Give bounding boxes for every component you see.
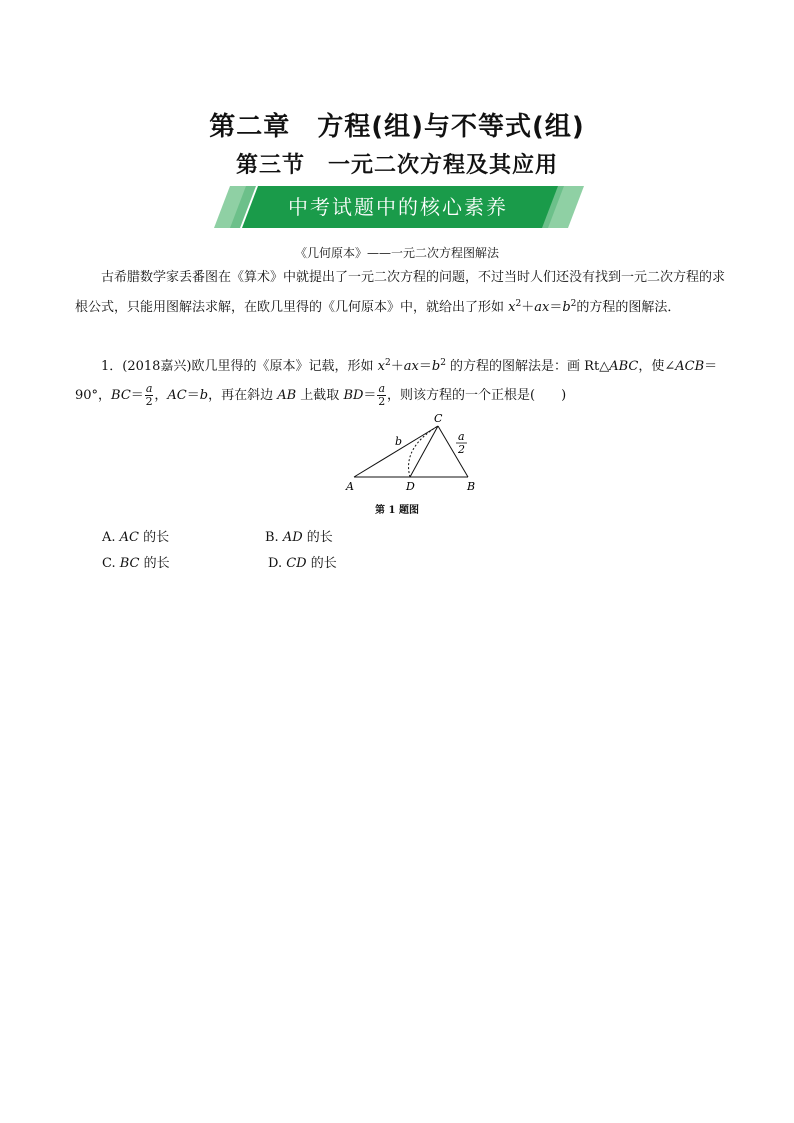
option-c-suffix: 的长 — [139, 556, 170, 571]
option-b-var: AD — [282, 530, 303, 545]
q-var-x: x — [377, 359, 385, 374]
op-eq: ＝ — [549, 300, 563, 315]
q-ac: AC — [167, 388, 187, 403]
label-d: D — [406, 480, 415, 493]
op-plus: ＋ — [521, 300, 535, 315]
option-d-prefix: D. — [268, 556, 287, 571]
q-plus: ＋ — [390, 359, 404, 374]
question-text-3: ，使∠ — [638, 359, 676, 374]
q-bd: BD — [343, 388, 364, 403]
option-d-suffix: 的长 — [306, 556, 337, 571]
fraction-a-over-2 — [145, 383, 154, 408]
question-text-12: ，则该方程的一个正根是( ) — [387, 388, 567, 403]
q-b: b — [199, 388, 209, 403]
q-var-ax: ax — [403, 359, 419, 374]
fraction-a-over-2-b — [377, 383, 386, 408]
q-acb: ACB — [675, 359, 705, 374]
var-ax: ax — [534, 300, 550, 315]
q-var-b: b — [431, 359, 441, 374]
section-title: 第三节 一元二次方程及其应用 — [235, 153, 558, 178]
intro-text-1: 古希腊数学家丢番图在《算术》中就提出了一元二次方程的问题，不过当时人们还没有找到一元二次方程的求根公式，只能用图解法求解，在欧几里得的《几何原本》中，就给出了形如 — [75, 270, 726, 315]
banner-text: 中考试题中的核心素养 — [288, 195, 508, 219]
option-d-var: CD — [286, 556, 307, 571]
option-c-var: BC — [119, 556, 140, 571]
frac-den: 2 — [145, 395, 153, 408]
question-text-5: 90°， — [75, 388, 112, 403]
q-ab: AB — [277, 388, 297, 403]
figure-caption: 第 1 题图 — [375, 505, 419, 516]
question-text-7: ， — [154, 388, 168, 403]
question-1-line-2 — [75, 382, 725, 409]
option-a[interactable] — [102, 526, 169, 545]
option-d[interactable] — [268, 552, 337, 571]
option-c[interactable] — [102, 552, 170, 571]
option-b[interactable] — [265, 526, 333, 545]
var-b: b — [562, 300, 571, 315]
q-eq: ＝ — [418, 359, 432, 374]
triangle-figure — [340, 410, 490, 496]
q-exp-b: 2 — [440, 358, 446, 368]
question-source: (2018嘉兴) — [122, 359, 192, 374]
topic-subheading: 《几何原本》——一元二次方程图解法 — [294, 246, 499, 260]
exp-2b: 2 — [570, 299, 577, 309]
label-b: B — [467, 480, 476, 493]
section-banner — [212, 184, 584, 230]
option-b-prefix: B. — [265, 530, 283, 545]
option-b-suffix: 的长 — [302, 530, 333, 545]
label-frac-den: 2 — [458, 443, 465, 456]
frac-num: a — [145, 382, 153, 395]
q-exp: 2 — [385, 358, 391, 368]
label-a: A — [346, 480, 354, 493]
question-text-2: 的方程的图解法是：画 Rt△ — [445, 359, 610, 374]
var-x: x — [508, 300, 516, 315]
question-text-11: ＝ — [363, 388, 377, 403]
intro-text-2: 的方程的图解法． — [576, 300, 681, 315]
exp-2: 2 — [515, 299, 522, 309]
label-c: C — [434, 412, 443, 425]
label-side-b: b — [395, 435, 403, 448]
question-text-1: 欧几里得的《原本》记载，形如 — [191, 359, 378, 374]
label-frac-num: a — [458, 430, 465, 443]
question-text-8: ＝ — [186, 388, 200, 403]
question-number: 1． — [101, 359, 123, 374]
question-text-10: 上截取 — [296, 388, 344, 403]
option-a-prefix: A. — [102, 530, 120, 545]
chapter-title: 第二章 方程(组)与不等式(组) — [209, 112, 585, 142]
segment-cd — [410, 426, 438, 477]
option-a-var: AC — [119, 530, 139, 545]
question-1 — [75, 348, 725, 382]
segment-ac — [354, 426, 438, 477]
intro-paragraph — [75, 264, 725, 321]
question-text-6: ＝ — [130, 388, 144, 403]
q-bc: BC — [111, 388, 131, 403]
question-text-9: ，再在斜边 — [208, 388, 278, 403]
frac-den-b: 2 — [378, 395, 386, 408]
question-text-4: ＝ — [704, 359, 718, 374]
triangle-diagram — [340, 410, 490, 496]
q-abc: ABC — [609, 359, 639, 374]
frac-num-b: a — [378, 382, 385, 395]
option-a-suffix: 的长 — [139, 530, 170, 545]
option-c-prefix: C. — [102, 556, 120, 571]
